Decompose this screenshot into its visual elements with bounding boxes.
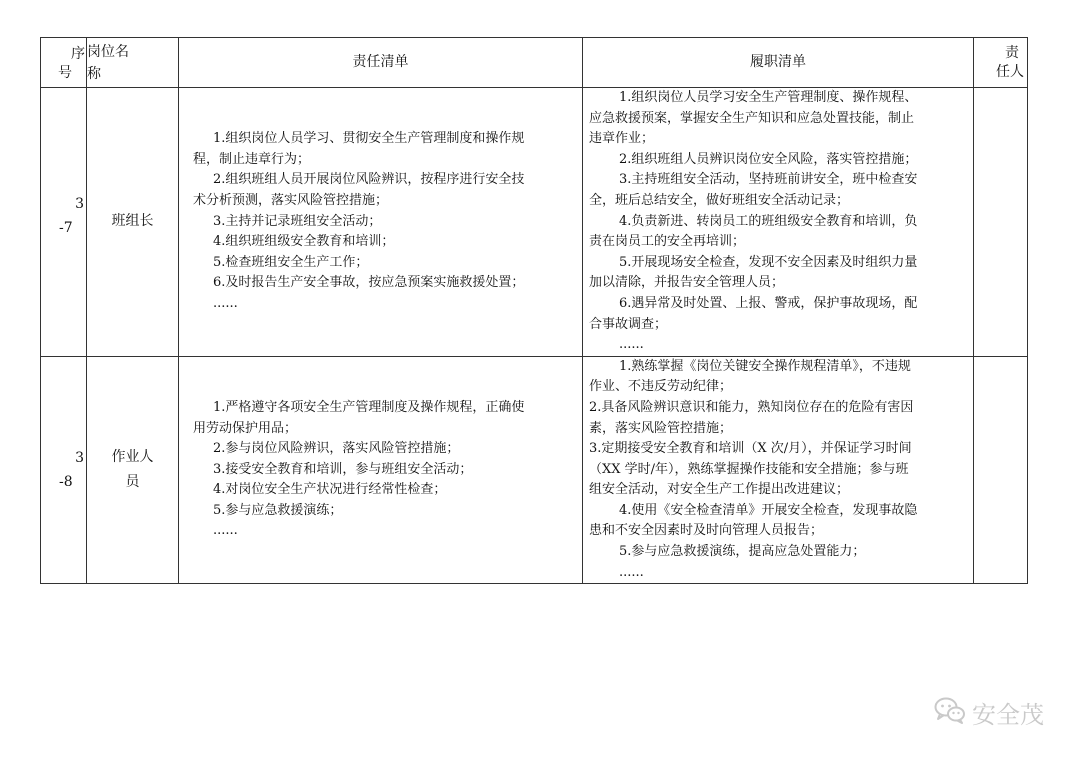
- seq-number-bottom: -8: [59, 473, 73, 490]
- position-name-header-line2: 称: [87, 65, 101, 82]
- responsibility-line: 5.检查班组安全生产工作；: [213, 254, 369, 270]
- table-header-row: [41, 38, 1028, 88]
- responsibility-table: [40, 37, 1028, 584]
- owner-cell: [974, 88, 1028, 357]
- position-name-line: 员: [125, 473, 140, 490]
- position-name-line: 作业人: [111, 448, 154, 465]
- duty-line: 4.使用《安全检查清单》开展安全检查，发现事故隐: [619, 502, 918, 518]
- watermark-text: 安全茂: [972, 701, 1044, 729]
- duty-line: 5.开展现场安全检查，发现不安全因素及时组织力量: [619, 254, 918, 270]
- duty-line: 素，落实风险管控措施；: [589, 420, 733, 436]
- duty-line: 5.参与应急救援演练，提高应急处置能力；: [619, 544, 866, 560]
- duty-line: 组安全活动，对安全生产工作提出改进建议；: [589, 482, 850, 498]
- seq-number-bottom: -7: [59, 220, 73, 236]
- responsibility-line: 1.严格遵守各项安全生产管理制度及操作规程，正确使: [213, 399, 525, 415]
- duty-line: 责在岗员工的安全再培训；: [589, 234, 746, 250]
- seq-cell: [41, 88, 87, 357]
- duty-line: 4.负责新进、转岗员工的班组级安全教育和培训，负: [619, 213, 918, 229]
- responsibility-line: ......: [213, 295, 238, 311]
- position-name-cell: [87, 88, 179, 357]
- responsibility-line: 术分析预测，落实风险管控措施；: [193, 192, 389, 208]
- duty-line: 3.主持班组安全活动，坚持班前讲安全，班中检查安: [619, 172, 918, 188]
- duty-cell: [583, 88, 974, 357]
- duty-line: 作业、不违反劳动纪律；: [589, 379, 733, 395]
- duty-line: ......: [619, 337, 644, 353]
- responsibility-line: 1.组织岗位人员学习、贯彻安全生产管理制度和操作规: [213, 131, 525, 147]
- responsibility-line: 3.接受安全教育和培训，参与班组安全活动；: [213, 461, 473, 477]
- owner-header-top: 责: [1005, 45, 1019, 61]
- duty-line: 应急救援预案，掌握安全生产知识和应急处置技能，制止: [589, 110, 915, 126]
- responsibility-cell: [179, 88, 583, 357]
- position-name-line: 班组长: [111, 213, 154, 230]
- duty-line: 加以清除，并报告安全管理人员；: [589, 275, 785, 291]
- seq-header-bottom: 号: [58, 65, 72, 82]
- duty-line: 1.组织岗位人员学习安全生产管理制度、操作规程、: [619, 90, 918, 105]
- responsibility-cell: [179, 356, 583, 584]
- position-name-header: [87, 38, 179, 88]
- seq-header-top: 序: [71, 46, 85, 62]
- owner-cell: [974, 356, 1028, 584]
- table-row: [41, 88, 1028, 357]
- duty-line: 3.定期接受安全教育和培训（X 次/月），并保证学习时间: [589, 441, 912, 457]
- position-name-header-line1: 岗位名: [87, 43, 129, 60]
- wechat-icon: [934, 696, 966, 730]
- responsibility-line: 2.参与岗位风险辨识，落实风险管控措施；: [213, 441, 460, 457]
- responsibility-line: 6.及时报告生产安全事故，按应急预案实施救援处置；: [213, 275, 525, 291]
- duty-line: 2.具备风险辨识意识和能力，熟知岗位存在的危险有害因: [589, 399, 914, 415]
- duty-line: 2.组织班组人员辨识岗位安全风险，落实管控措施；: [619, 151, 918, 167]
- duty-line: 1.熟练掌握《岗位关键安全操作规程清单》，不违规: [619, 358, 911, 374]
- responsibility-line: 程，制止违章行为；: [193, 151, 311, 167]
- seq-number-top: 3: [75, 449, 84, 466]
- responsibility-line: 3.主持并记录班组安全活动；: [213, 213, 382, 229]
- duty-list-header: 履职清单: [583, 38, 974, 88]
- owner-header: [974, 38, 1028, 88]
- responsibility-line: 2.组织班组人员开展岗位风险辨识，按程序进行安全技: [213, 172, 525, 188]
- duty-line: 6.遇异常及时处置、上报、警戒，保护事故现场，配: [619, 295, 918, 311]
- watermark: [934, 695, 1044, 730]
- seq-cell: [41, 356, 87, 584]
- responsibility-line: ......: [213, 523, 238, 539]
- responsibility-line: 4.对岗位安全生产状况进行经常性检查；: [213, 482, 447, 498]
- owner-header-bottom: 任人: [996, 64, 1024, 81]
- table-row: [41, 356, 1028, 584]
- duty-line: 全，班后总结安全，做好班组安全活动记录；: [589, 192, 850, 208]
- duty-line: 违章作业；: [589, 131, 655, 147]
- responsibility-line: 4.组织班组级安全教育和培训；: [213, 234, 395, 250]
- duty-line: ......: [619, 564, 644, 580]
- duty-cell: [583, 356, 974, 584]
- duty-line: 合事故调查；: [589, 316, 668, 332]
- duty-line: 患和不安全因素时及时向管理人员报告；: [589, 523, 824, 539]
- seq-number-top: 3: [75, 196, 84, 212]
- duty-line: （XX 学时/年），熟练掌握操作技能和安全措施；参与班: [589, 461, 909, 477]
- responsibility-list-header: 责任清单: [179, 38, 583, 88]
- responsibility-line: 用劳动保护用品；: [193, 420, 298, 436]
- responsibility-line: 5.参与应急救援演练；: [213, 502, 343, 518]
- position-name-cell: [87, 356, 179, 584]
- seq-header: [41, 38, 87, 88]
